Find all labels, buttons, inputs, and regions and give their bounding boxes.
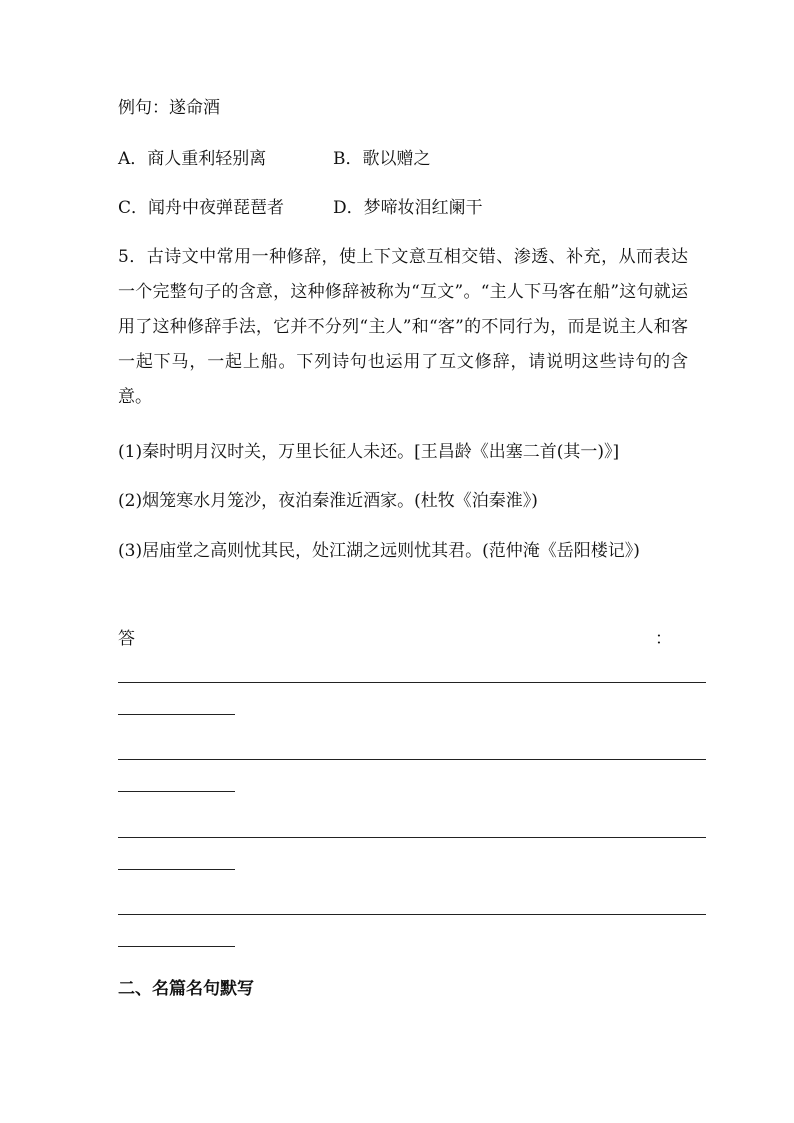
section-2-heading: 二、名篇名句默写 (118, 979, 254, 999)
answer-line-1[interactable] (118, 682, 706, 683)
answer-line-1-tail[interactable] (118, 714, 235, 715)
option-a: A．商人重利轻别离 (118, 149, 267, 169)
option-b: B．歌以赠之 (333, 149, 431, 169)
answer-colon: ： (655, 629, 672, 649)
answer-line-3[interactable] (118, 837, 706, 838)
example-label: 例句： (118, 98, 169, 118)
poem-3: (3)居庙堂之高则忧其民，处江湖之远则忧其君。(范仲淹《岳阳楼记》) (118, 541, 640, 561)
poem-1: (1)秦时明月汉时关，万里长征人未还。[王昌龄《出塞二首(其一)》] (118, 442, 620, 462)
example-sentence (118, 96, 220, 120)
answer-line-3-tail[interactable] (118, 869, 235, 870)
answer-line-2[interactable] (118, 759, 706, 760)
question-5: 5．古诗文中常用一种修辞，使上下文意互相交错、渗透、补充，从而表达一个完整句子的含意，这种修辞被称为“互文”。“主人下马客在船”这句就运用了这种修辞手法，它并不分列“主人”和“客”的不同行为，而是说主人和客一起下马，一起上船。下列诗句也运用了互文修辞，请说明这些诗句的含意。 (118, 247, 688, 407)
answer-line-2-tail[interactable] (118, 791, 235, 792)
example-text: 遂命酒 (169, 98, 220, 118)
answer-line-4-tail[interactable] (118, 946, 235, 947)
option-d: D．梦啼妆泪红阑干 (333, 198, 483, 218)
option-c: C．闻舟中夜弹琵琶者 (118, 198, 285, 218)
answer-label: 答 (118, 629, 135, 649)
poem-2: (2)烟笼寒水月笼沙，夜泊秦淮近酒家。(杜牧《泊秦淮》) (118, 491, 538, 511)
answer-line-4[interactable] (118, 914, 706, 915)
